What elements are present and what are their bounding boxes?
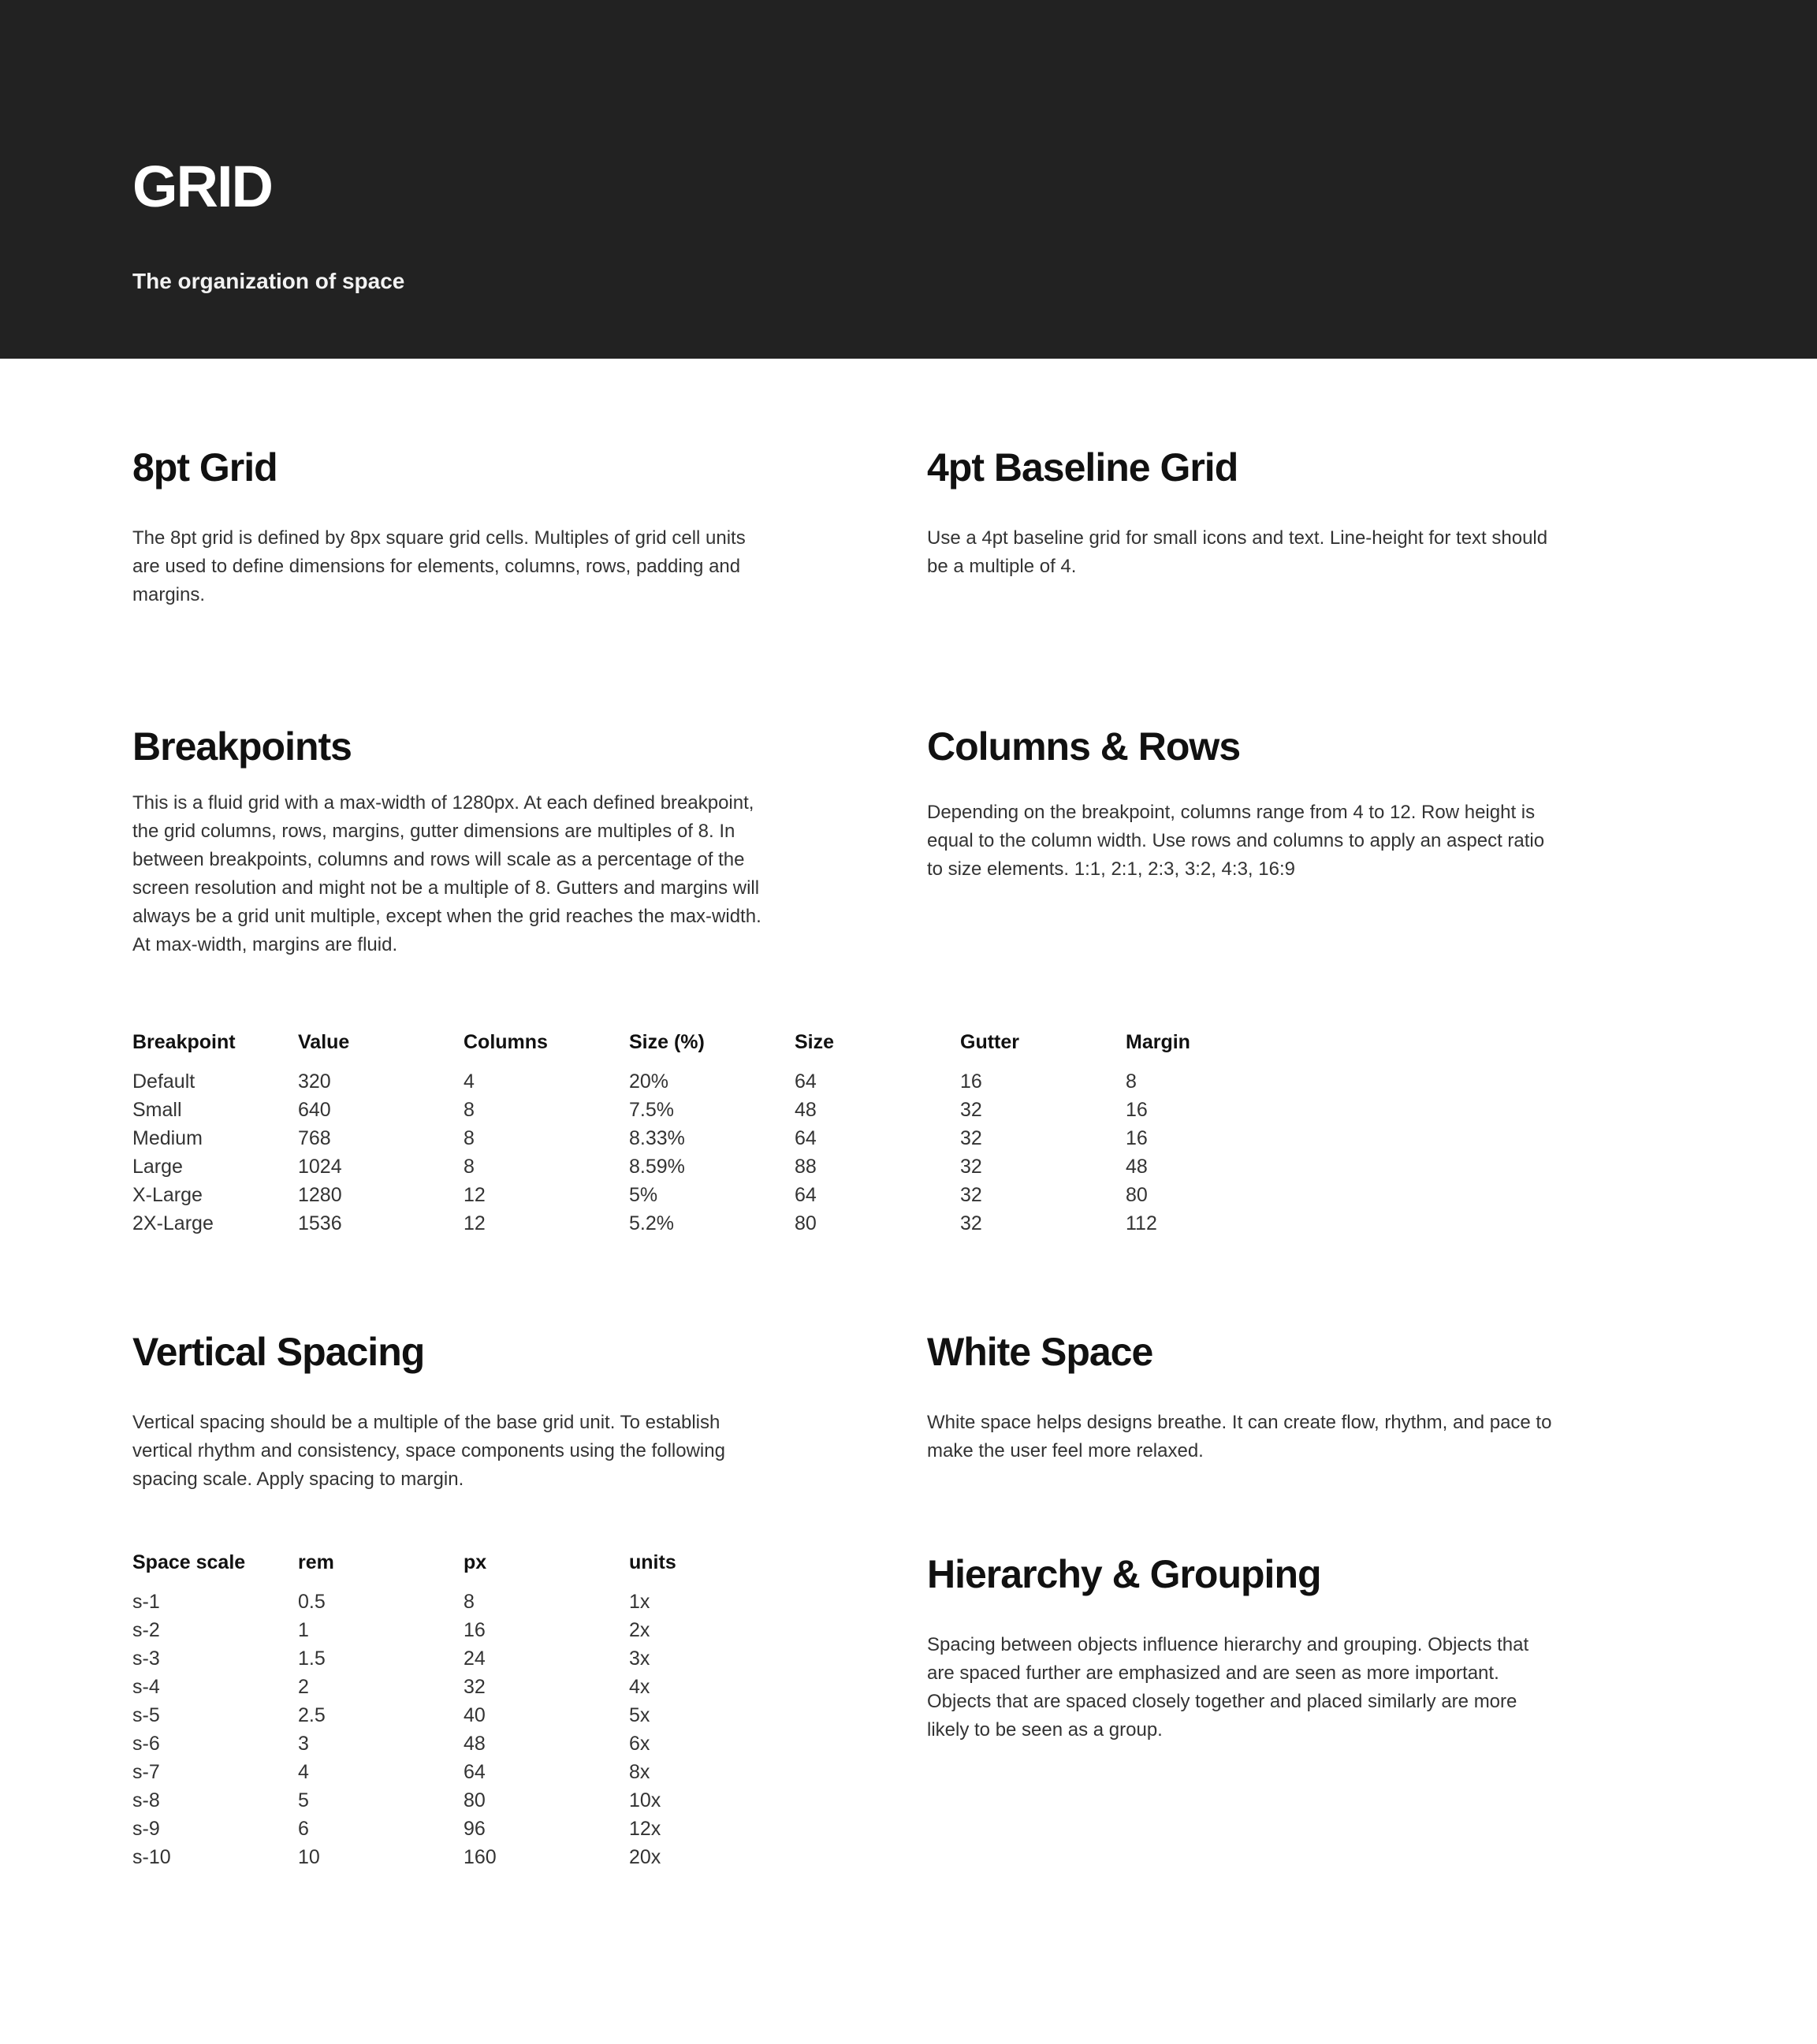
table-cell: s-3 bbox=[132, 1647, 160, 1670]
table-cell: s-10 bbox=[132, 1846, 171, 1868]
table-header-row bbox=[132, 1551, 795, 1591]
column-header: Margin bbox=[1126, 1031, 1190, 1053]
table-cell: 8.33% bbox=[629, 1127, 685, 1149]
section-columns-rows bbox=[927, 725, 1558, 884]
table-row bbox=[132, 1591, 795, 1619]
section-4pt-baseline-grid bbox=[927, 446, 1558, 581]
table-cell: 1x bbox=[629, 1591, 650, 1613]
table-cell: 12x bbox=[629, 1818, 661, 1840]
section-8pt-grid bbox=[132, 446, 763, 609]
table-cell: 88 bbox=[795, 1156, 817, 1178]
section-title: Breakpoints bbox=[132, 724, 352, 769]
table-cell: 4x bbox=[629, 1676, 650, 1698]
table-cell: 8x bbox=[629, 1761, 650, 1783]
section-title: 4pt Baseline Grid bbox=[927, 445, 1238, 490]
table-cell: 1280 bbox=[298, 1184, 342, 1206]
table-row bbox=[132, 1733, 795, 1761]
table-cell: 32 bbox=[960, 1099, 982, 1121]
table-cell: 2.5 bbox=[298, 1704, 326, 1726]
table-cell: 6 bbox=[298, 1818, 309, 1840]
table-row bbox=[132, 1070, 1291, 1099]
table-row bbox=[132, 1099, 1291, 1127]
table-row bbox=[132, 1789, 795, 1818]
table-cell: s-5 bbox=[132, 1704, 160, 1726]
table-cell: 112 bbox=[1126, 1212, 1157, 1234]
column-header: Value bbox=[298, 1031, 350, 1053]
table-cell: 32 bbox=[960, 1127, 982, 1149]
table-cell: 16 bbox=[1126, 1099, 1148, 1121]
page-title: GRID bbox=[132, 154, 272, 219]
table-cell: 32 bbox=[960, 1212, 982, 1234]
table-cell: 16 bbox=[960, 1070, 982, 1093]
page-header bbox=[0, 0, 1817, 359]
table-cell: 320 bbox=[298, 1070, 331, 1093]
column-header: Breakpoint bbox=[132, 1031, 236, 1053]
table-row bbox=[132, 1156, 1291, 1184]
table-cell: 1536 bbox=[298, 1212, 342, 1234]
column-header: rem bbox=[298, 1551, 334, 1573]
table-cell: 16 bbox=[1126, 1127, 1148, 1149]
table-cell: 8 bbox=[464, 1156, 475, 1178]
column-header: Size (%) bbox=[629, 1031, 705, 1053]
column-header: Size bbox=[795, 1031, 835, 1053]
column-header: Columns bbox=[464, 1031, 548, 1053]
table-cell: 64 bbox=[795, 1184, 817, 1206]
table-cell: 8 bbox=[1126, 1070, 1137, 1093]
table-cell: 32 bbox=[960, 1156, 982, 1178]
section-body: Spacing between objects influence hierarchy and grouping. Objects that are spaced further are emphasized and are seen as more important. Objects that are spaced closely together and placed similarly are more likely to be seen as a group. bbox=[927, 1634, 1529, 1741]
table-cell: 1.5 bbox=[298, 1647, 326, 1670]
table-cell: 12 bbox=[464, 1212, 486, 1234]
section-title: Hierarchy & Grouping bbox=[927, 1552, 1321, 1596]
table-cell: s-9 bbox=[132, 1818, 160, 1840]
section-body: White space helps designs breathe. It can create flow, rhythm, and pace to make the user feel more relaxed. bbox=[927, 1412, 1552, 1461]
section-body: Vertical spacing should be a multiple of the base grid unit. To establish vertical rhythm and consistency, space components using the following spacing scale. Apply spacing to margin. bbox=[132, 1412, 725, 1490]
table-cell: 8.59% bbox=[629, 1156, 685, 1178]
table-cell: 64 bbox=[795, 1070, 817, 1093]
table-cell: s-4 bbox=[132, 1676, 160, 1698]
table-cell: 8 bbox=[464, 1099, 475, 1121]
table-cell: Default bbox=[132, 1070, 195, 1093]
table-cell: s-1 bbox=[132, 1591, 160, 1613]
table-cell: 48 bbox=[1126, 1156, 1148, 1178]
table-cell: 48 bbox=[795, 1099, 817, 1121]
table-cell: X-Large bbox=[132, 1184, 203, 1206]
table-row bbox=[132, 1647, 795, 1676]
table-cell: 5x bbox=[629, 1704, 650, 1726]
table-cell: 64 bbox=[795, 1127, 817, 1149]
table-cell: 1024 bbox=[298, 1156, 342, 1178]
table-cell: 20x bbox=[629, 1846, 661, 1868]
page-subtitle: The organization of space bbox=[132, 269, 405, 293]
column-header: units bbox=[629, 1551, 676, 1573]
table-cell: 2 bbox=[298, 1676, 309, 1698]
table-row bbox=[132, 1846, 795, 1875]
table-cell: s-7 bbox=[132, 1761, 160, 1783]
section-body: This is a fluid grid with a max-width of 1280px. At each defined breakpoint, the grid columns, rows, margins, gutter dimensions are multiples of 8. In between breakpoints, columns and rows will scale as a percentage of the screen resolution and might not be a multiple of 8. Gutters and margins will always be a grid unit multiple, except when the grid reaches the max-width. At max-width, margins are fluid. bbox=[132, 792, 761, 955]
table-row bbox=[132, 1704, 795, 1733]
section-body: The 8pt grid is defined by 8px square grid cells. Multiples of grid cell units are used to define dimensions for elements, columns, rows, padding and margins. bbox=[132, 527, 746, 605]
section-title: 8pt Grid bbox=[132, 445, 277, 490]
table-cell: 16 bbox=[464, 1619, 486, 1641]
section-breakpoints bbox=[132, 725, 763, 959]
table-cell: 20% bbox=[629, 1070, 669, 1093]
table-row bbox=[132, 1184, 1291, 1212]
section-white-space bbox=[927, 1331, 1558, 1465]
table-cell: 10 bbox=[298, 1846, 320, 1868]
table-cell: Large bbox=[132, 1156, 183, 1178]
section-vertical-spacing bbox=[132, 1331, 763, 1494]
table-cell: 768 bbox=[298, 1127, 331, 1149]
table-cell: 32 bbox=[464, 1676, 486, 1698]
table-cell: 12 bbox=[464, 1184, 486, 1206]
table-cell: s-2 bbox=[132, 1619, 160, 1641]
section-hierarchy-grouping bbox=[927, 1553, 1558, 1744]
column-header: px bbox=[464, 1551, 487, 1573]
table-cell: 8 bbox=[464, 1127, 475, 1149]
table-row bbox=[132, 1212, 1291, 1241]
table-cell: 3 bbox=[298, 1733, 309, 1755]
section-body: Depending on the breakpoint, columns range from 4 to 12. Row height is equal to the column width. Use rows and columns to apply an aspect ratio to size elements. 1:1, 2:1, 2:3, 3:2, 4:3, 16:9 bbox=[927, 802, 1545, 880]
table-cell: 80 bbox=[1126, 1184, 1148, 1206]
table-cell: 0.5 bbox=[298, 1591, 326, 1613]
table-cell: 6x bbox=[629, 1733, 650, 1755]
table-cell: 8 bbox=[464, 1591, 475, 1613]
table-cell: s-6 bbox=[132, 1733, 160, 1755]
table-header-row bbox=[132, 1031, 1291, 1070]
table-cell: 24 bbox=[464, 1647, 486, 1670]
table-cell: 2x bbox=[629, 1619, 650, 1641]
table-row bbox=[132, 1676, 795, 1704]
table-cell: 2X-Large bbox=[132, 1212, 214, 1234]
space-scale-table bbox=[132, 1551, 795, 1875]
table-cell: 1 bbox=[298, 1619, 309, 1641]
table-row bbox=[132, 1619, 795, 1647]
table-cell: 40 bbox=[464, 1704, 486, 1726]
section-title: Vertical Spacing bbox=[132, 1330, 425, 1374]
table-cell: 5 bbox=[298, 1789, 309, 1811]
section-title: White Space bbox=[927, 1330, 1153, 1374]
table-cell: 4 bbox=[298, 1761, 309, 1783]
column-header: Space scale bbox=[132, 1551, 246, 1573]
table-cell: 10x bbox=[629, 1789, 661, 1811]
section-title: Columns & Rows bbox=[927, 724, 1241, 769]
column-header: Gutter bbox=[960, 1031, 1019, 1053]
table-cell: 5.2% bbox=[629, 1212, 674, 1234]
table-cell: 160 bbox=[464, 1846, 497, 1868]
table-cell: 96 bbox=[464, 1818, 486, 1840]
table-cell: 640 bbox=[298, 1099, 331, 1121]
table-row bbox=[132, 1127, 1291, 1156]
table-cell: s-8 bbox=[132, 1789, 160, 1811]
table-row bbox=[132, 1761, 795, 1789]
breakpoint-table bbox=[132, 1031, 1291, 1241]
table-cell: 48 bbox=[464, 1733, 486, 1755]
table-cell: Medium bbox=[132, 1127, 203, 1149]
table-cell: 7.5% bbox=[629, 1099, 674, 1121]
table-cell: 80 bbox=[464, 1789, 486, 1811]
table-cell: 5% bbox=[629, 1184, 658, 1206]
table-cell: Small bbox=[132, 1099, 182, 1121]
table-cell: 64 bbox=[464, 1761, 486, 1783]
table-cell: 80 bbox=[795, 1212, 817, 1234]
section-body: Use a 4pt baseline grid for small icons and text. Line-height for text should be a multiple of 4. bbox=[927, 527, 1548, 577]
table-row bbox=[132, 1818, 795, 1846]
table-cell: 4 bbox=[464, 1070, 475, 1093]
table-cell: 32 bbox=[960, 1184, 982, 1206]
table-cell: 3x bbox=[629, 1647, 650, 1670]
